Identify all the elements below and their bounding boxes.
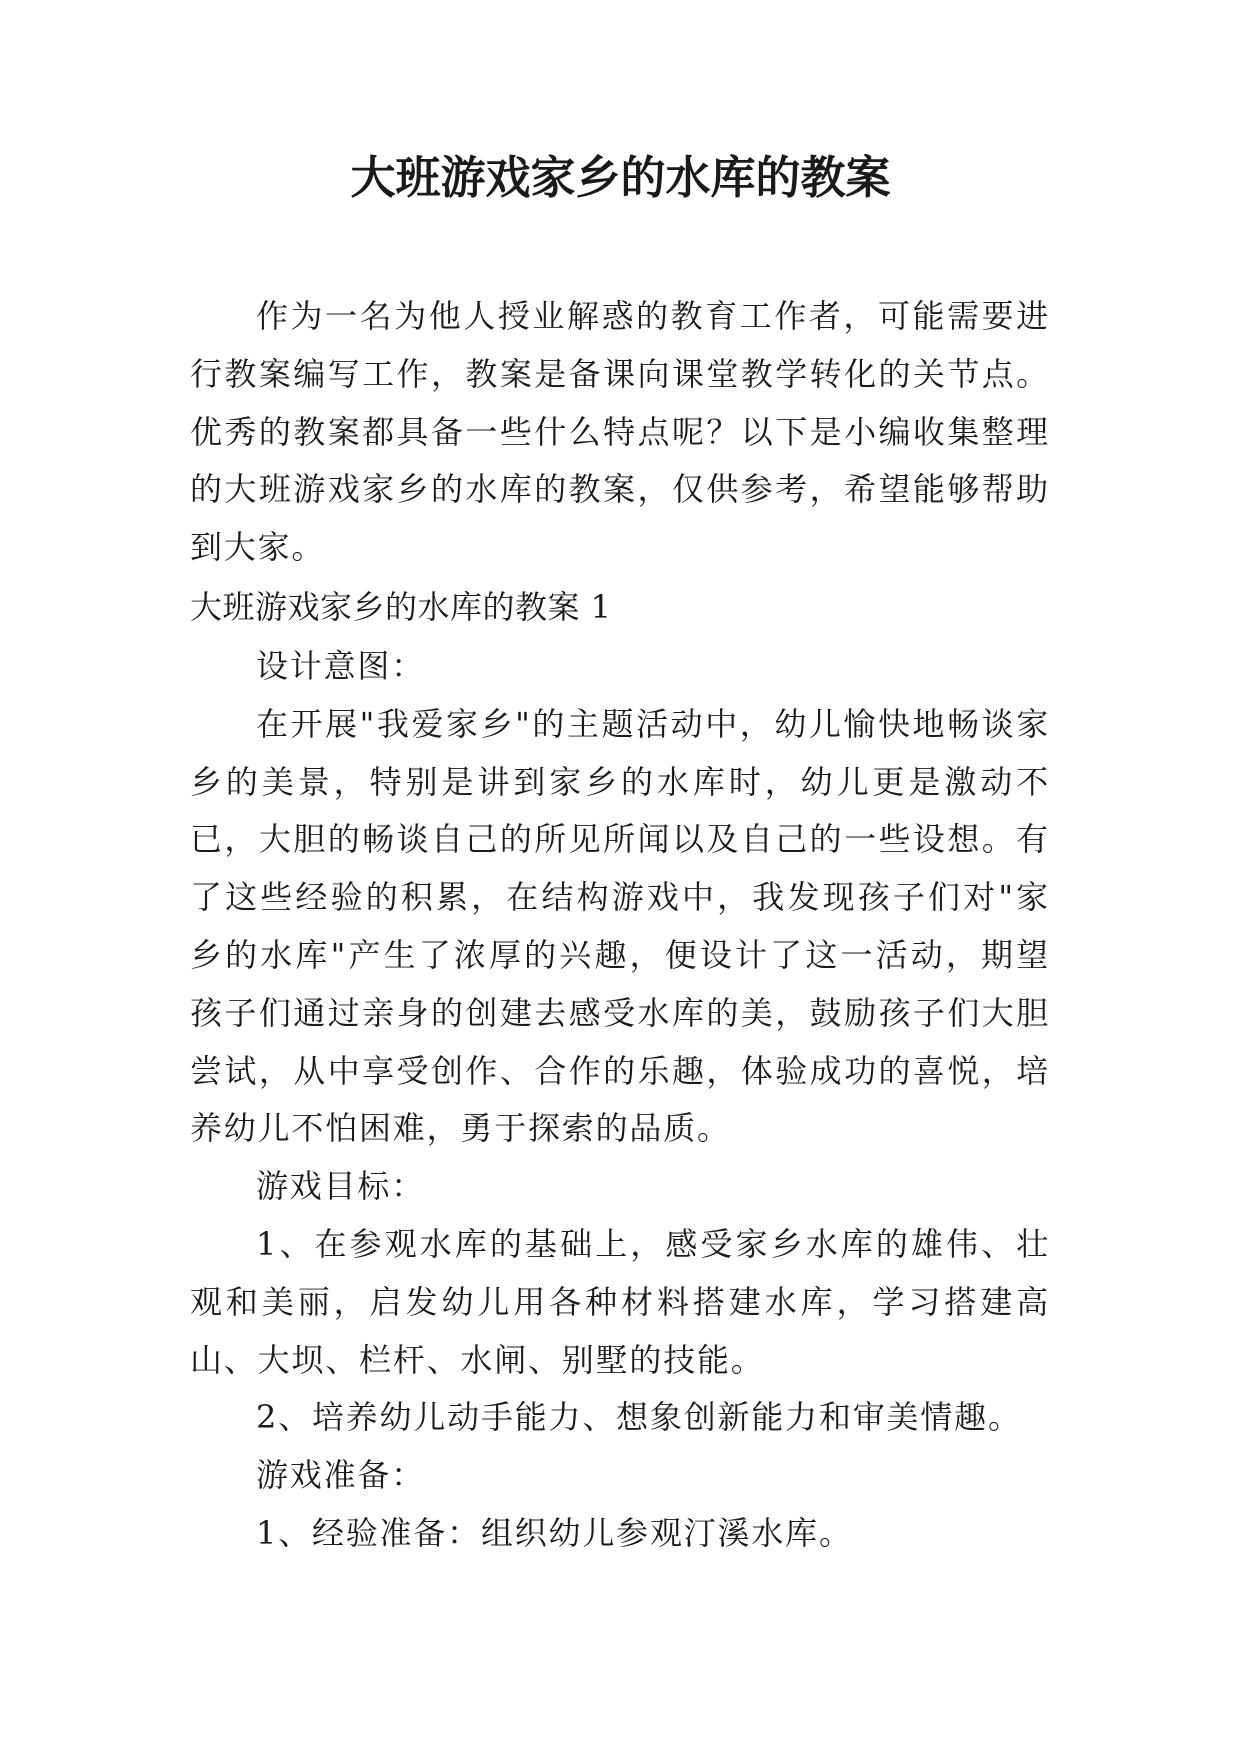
game-goal-1: 1、在参观水库的基础上，感受家乡水库的雄伟、壮观和美丽，启发幼儿用各种材料搭建水库，学习搭建高山、大坝、栏杆、水闸、别墅的技能。 — [190, 1224, 1050, 1379]
design-intent-paragraph: 在开展"我爱家乡"的主题活动中，幼儿愉快地畅谈家乡的美景，特别是讲到家乡的水库时，幼儿更是激动不已，大胆的畅谈自己的所见所闻以及自己的一些设想。有了这些经验的积累，在结构游戏中，我发现孩子们对"家乡的水库"产生了浓厚的兴趣，便设计了这一活动，期望孩子们通过亲身的创建去感受水库的美，鼓励孩子们大胆尝试，从中享受创作、合作的乐趣，体验成功的喜悦，培养幼儿不怕困难，勇于探索的品质。 — [190, 704, 1050, 1148]
game-preparation-label: 游戏准备： — [256, 1456, 426, 1495]
game-goals-label: 游戏目标： — [256, 1167, 426, 1206]
section-heading: 大班游戏家乡的水库的教案 1 — [190, 588, 612, 626]
intro-paragraph: 作为一名为他人授业解惑的教育工作者，可能需要进行教案编写工作，教案是备课向课堂教学转化的关节点。优秀的教案都具备一些什么特点呢？以下是小编收集整理的大班游戏家乡的水库的教案，仅供参考，希望能够帮助到大家。 — [190, 297, 1050, 567]
document-title: 大班游戏家乡的水库的教案 — [350, 151, 891, 204]
game-preparation-1: 1、经验准备：组织幼儿参观汀溪水库。 — [256, 1513, 853, 1552]
section-content — [190, 638, 1050, 1563]
game-goal-2: 2、培养幼儿动手能力、想象创新能力和审美情趣。 — [256, 1398, 1022, 1437]
design-intent-label: 设计意图： — [256, 647, 426, 685]
